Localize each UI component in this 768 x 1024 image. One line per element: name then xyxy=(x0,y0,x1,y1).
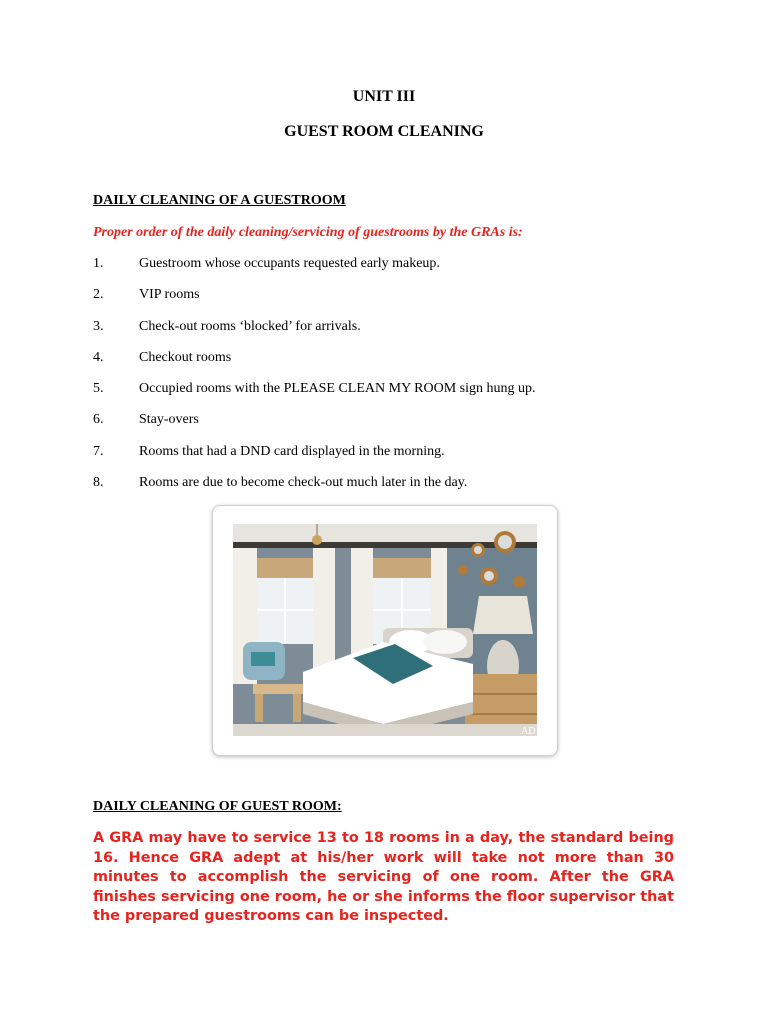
list-item-text: VIP rooms xyxy=(139,287,200,303)
cleaning-order-list xyxy=(93,256,693,506)
list-item-text: Stay-overs xyxy=(139,412,199,428)
section-heading-daily-cleaning-guestroom: DAILY CLEANING OF A GUESTROOM xyxy=(93,193,346,208)
list-item-text: Checkout rooms xyxy=(139,349,232,365)
list-item-number: 5. xyxy=(93,381,104,397)
photo-watermark: AD xyxy=(521,726,536,736)
list-item xyxy=(93,412,693,443)
list-item xyxy=(93,319,693,350)
list-item-number: 2. xyxy=(93,287,104,303)
list-item-text: Rooms are due to become check-out much later in the day. xyxy=(139,475,468,491)
list-item-text: Rooms that had a DND card displayed in the morning. xyxy=(139,443,445,459)
gra-service-paragraph: A GRA may have to service 13 to 18 rooms in a day, the standard being 16. Hence GRA adept at his/her work will take not more than 30 minutes to accomplish the servicing of one room. After the GRA finishes servicing one room, he or she informs the floor supervisor that the prepared guestrooms can be inspected. xyxy=(93,830,674,924)
page-title: GUEST ROOM CLEANING xyxy=(284,123,484,140)
order-intro-text: Proper order of the daily cleaning/servicing of guestrooms by the GRAs is: xyxy=(93,225,523,240)
list-item-number: 1. xyxy=(93,256,104,271)
list-item xyxy=(93,444,693,475)
list-item-text: Guestroom whose occupants requested early makeup. xyxy=(139,256,440,271)
section-heading-daily-cleaning-guest-room: DAILY CLEANING OF GUEST ROOM: xyxy=(93,799,342,814)
list-item xyxy=(93,350,693,381)
guestroom-photo-frame xyxy=(212,505,558,756)
list-item-number: 7. xyxy=(93,443,104,459)
list-item-number: 3. xyxy=(93,318,104,334)
list-item xyxy=(93,475,693,506)
list-item-number: 4. xyxy=(93,349,104,365)
list-item-number: 6. xyxy=(93,412,104,428)
list-item-text: Occupied rooms with the PLEASE CLEAN MY ROOM sign hung up. xyxy=(139,381,536,397)
list-item xyxy=(93,287,693,318)
list-item xyxy=(93,256,693,287)
list-item-text: Check-out rooms ‘blocked’ for arrivals. xyxy=(139,318,361,334)
unit-title: UNIT III xyxy=(352,88,416,105)
list-item-number: 8. xyxy=(93,475,104,491)
list-item xyxy=(93,381,693,412)
guestroom-photo xyxy=(233,524,537,736)
